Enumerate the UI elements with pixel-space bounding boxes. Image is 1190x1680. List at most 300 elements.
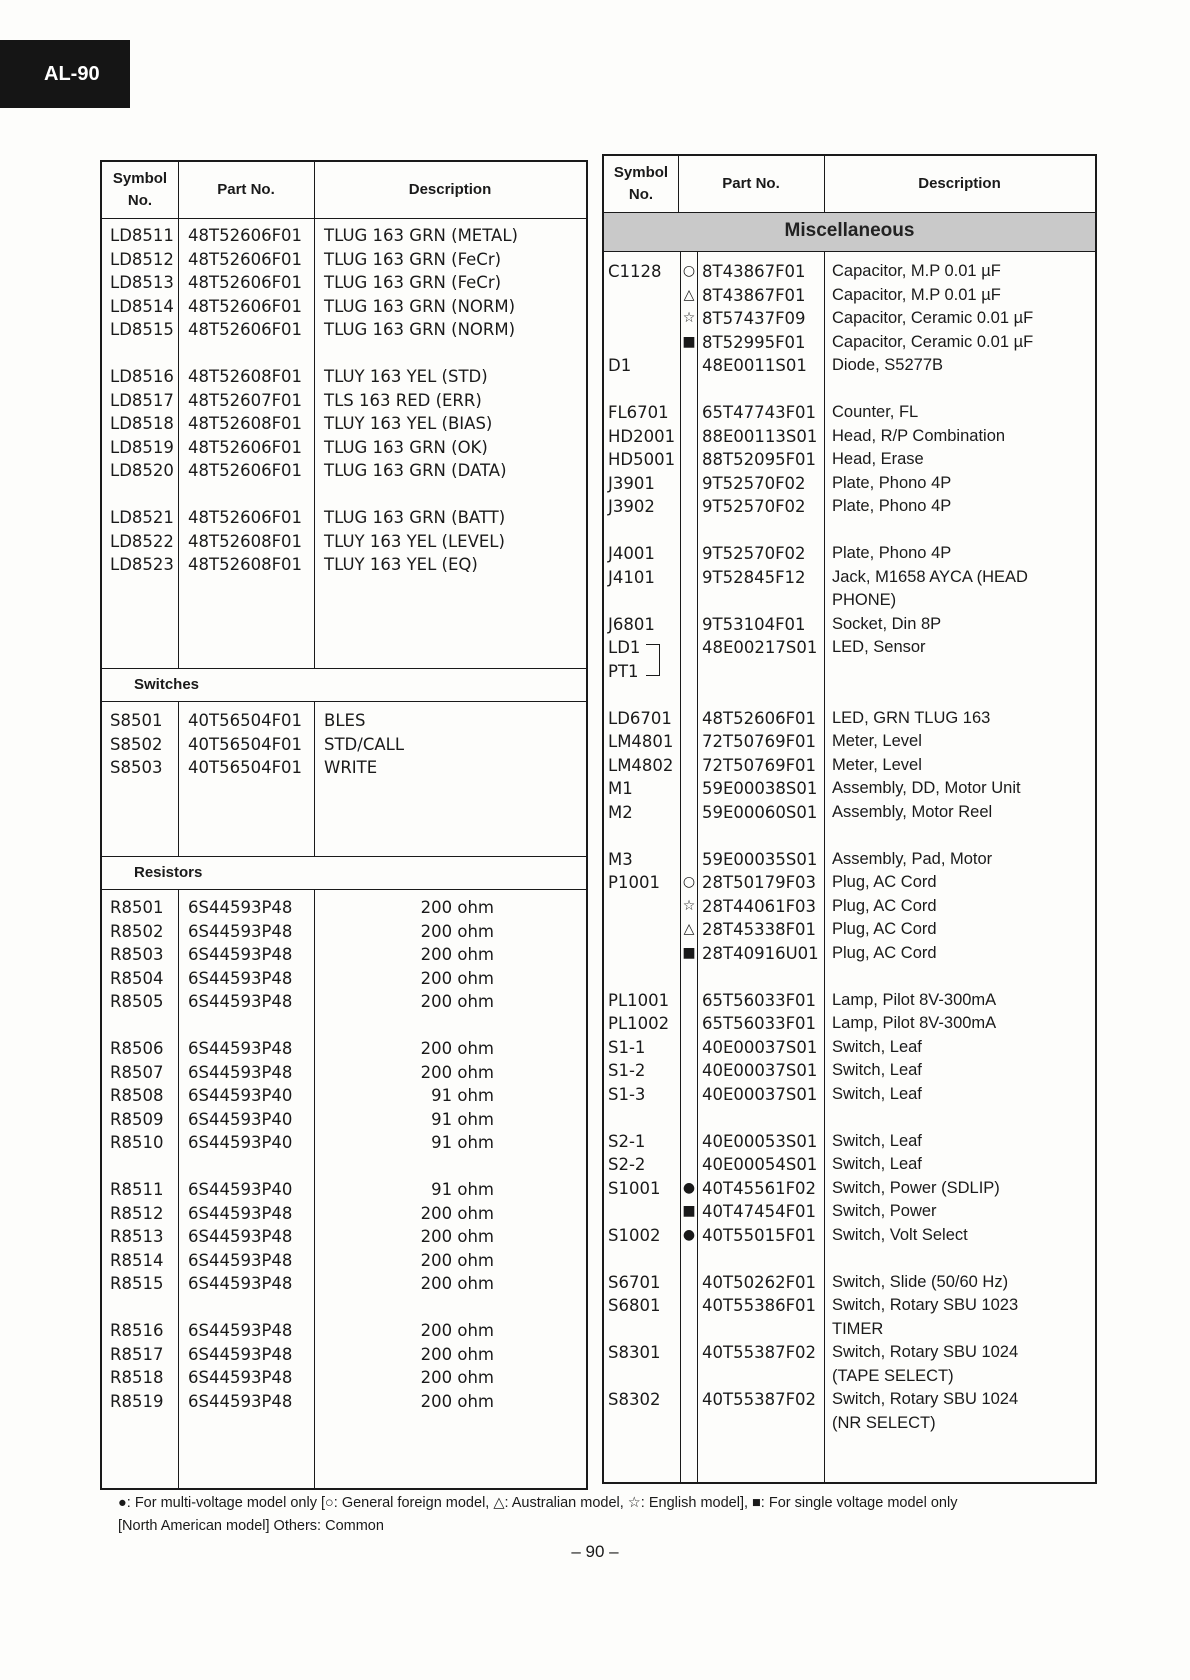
description-cell: STD/CALL — [324, 734, 405, 754]
symbol-cell: LD8521 — [110, 508, 174, 527]
description-cell: LED, Sensor — [832, 638, 926, 656]
description-cell: TLS 163 RED (ERR) — [324, 390, 482, 410]
description-cell: Lamp, Pilot 8V-300mA — [832, 1014, 997, 1032]
spacer-row — [604, 965, 1095, 989]
symbol-cell: LD8517 — [110, 390, 174, 410]
table-row — [102, 1249, 586, 1273]
miscellaneous-rows — [604, 260, 1095, 1435]
table-row — [604, 1153, 1095, 1177]
symbol-cell: D1 — [608, 356, 632, 375]
description-cell: TLUG 163 GRN (NORM) — [324, 296, 516, 316]
table-row — [604, 1200, 1095, 1224]
table-row — [102, 1390, 586, 1414]
spacer-row — [604, 378, 1095, 402]
part-number-cell: 28T50179F03 — [702, 873, 817, 892]
right-parts-table — [602, 154, 1097, 1484]
description-cell: Switch, Rotary SBU 1023 — [832, 1296, 1019, 1314]
table-row — [604, 754, 1095, 778]
description-cell: Assembly, Motor Reel — [832, 802, 993, 821]
table-row — [102, 1272, 586, 1296]
table-row — [102, 1319, 586, 1343]
description-cell: PHONE) — [832, 591, 897, 609]
symbol-cell: R8509 — [110, 1109, 164, 1129]
table-row — [604, 1318, 1095, 1342]
table-row — [604, 1177, 1095, 1201]
table-row — [604, 307, 1095, 331]
table-row — [102, 756, 586, 780]
description-cell: TLUG 163 GRN (FeCr) — [324, 273, 502, 292]
symbol-cell: LD8515 — [110, 320, 174, 339]
table-row — [604, 707, 1095, 731]
description-cell: 200 ohm — [420, 1368, 494, 1387]
symbol-cell: J3902 — [608, 497, 655, 516]
table-row — [604, 1059, 1095, 1083]
symbol-cell: R8503 — [110, 945, 164, 964]
model-tab: AL-90 — [0, 40, 130, 108]
table-row — [604, 1271, 1095, 1295]
description-cell: 200 ohm — [420, 1039, 494, 1058]
symbol-cell: LD8520 — [110, 461, 174, 480]
led-rows — [102, 224, 586, 577]
table-row — [102, 318, 586, 342]
symbol-cell: S1-1 — [608, 1037, 646, 1057]
description-cell: 200 ohm — [420, 1274, 494, 1293]
table-row — [102, 1037, 586, 1061]
table-row — [604, 401, 1095, 425]
description-cell: TLUG 163 GRN (DATA) — [324, 461, 507, 480]
model-mark-cell: ■ — [682, 333, 696, 350]
symbol-cell: J6801 — [608, 614, 655, 634]
part-number-cell: 48T52606F01 — [188, 320, 303, 339]
table-row — [102, 896, 586, 920]
symbol-cell: LM4801 — [608, 732, 674, 751]
section-title-resistors: Resistors — [102, 856, 586, 890]
part-number-cell: 6S44593P48 — [188, 1062, 293, 1082]
description-cell: 91 ohm — [431, 1180, 494, 1199]
part-number-cell: 40T56504F01 — [188, 734, 303, 754]
part-number-cell: 6S44593P48 — [188, 1250, 293, 1270]
symbol-cell: S8502 — [110, 734, 163, 754]
symbol-cell: S1-3 — [608, 1084, 646, 1104]
table-row — [102, 506, 586, 530]
part-number-cell: 6S44593P40 — [188, 1109, 293, 1129]
part-number-cell: 48T52608F01 — [188, 367, 303, 386]
description-cell: 200 ohm — [420, 898, 494, 917]
part-number-cell: 6S44593P48 — [188, 992, 293, 1011]
part-number-cell: 6S44593P48 — [188, 1321, 293, 1340]
model-mark-cell: ○ — [682, 263, 696, 279]
table-row — [604, 1130, 1095, 1154]
table-row — [102, 1108, 586, 1132]
table-row — [604, 1365, 1095, 1389]
symbol-cell: M2 — [608, 802, 633, 822]
model-mark-cell: △ — [683, 286, 695, 303]
table-row — [102, 248, 586, 272]
symbol-cell: S8501 — [110, 711, 163, 730]
description-cell: TLUG 163 GRN (BATT) — [324, 508, 506, 527]
symbol-cell: J4001 — [608, 544, 655, 563]
part-number-cell: 6S44593P40 — [188, 1086, 293, 1105]
description-cell: 200 ohm — [420, 968, 494, 988]
part-number-cell: 48T52606F01 — [188, 461, 303, 480]
part-number-cell: 65T56033F01 — [702, 990, 817, 1010]
description-cell: TIMER — [832, 1319, 884, 1338]
table-row — [604, 566, 1095, 590]
symbol-cell: S2-1 — [608, 1131, 646, 1151]
description-cell: TLUG 163 GRN (METAL) — [324, 226, 518, 245]
symbol-cell: S1-2 — [608, 1061, 646, 1080]
part-number-cell: 48T52606F01 — [188, 273, 303, 292]
switch-rows — [102, 709, 586, 780]
column-header-description: Description — [408, 181, 492, 198]
table-row — [102, 271, 586, 295]
part-number-cell: 6S44593P48 — [188, 1227, 293, 1246]
description-cell: Capacitor, M.P 0.01 µF — [832, 285, 1001, 304]
table-row — [604, 942, 1095, 966]
description-cell: TLUY 163 YEL (EQ) — [324, 555, 478, 574]
symbol-cell: LD8523 — [110, 555, 174, 574]
description-cell: 200 ohm — [420, 1062, 494, 1082]
symbol-cell: R8516 — [110, 1321, 164, 1340]
symbol-cell: S6801 — [608, 1296, 661, 1315]
table-row — [604, 613, 1095, 637]
description-cell: TLUG 163 GRN (NORM) — [324, 320, 516, 339]
symbol-cell: LM4802 — [608, 755, 674, 775]
symbol-cell: R8518 — [110, 1368, 164, 1387]
part-number-cell: 8T43867F01 — [702, 262, 806, 281]
table-row — [102, 1225, 586, 1249]
symbol-cell: LD8513 — [110, 273, 174, 292]
spacer-row — [102, 1155, 586, 1179]
table-row — [102, 1366, 586, 1390]
table-row — [102, 1202, 586, 1226]
description-cell: TLUG 163 GRN (FeCr) — [324, 249, 502, 269]
part-number-cell: 59E00038S01 — [702, 779, 818, 798]
table-row — [102, 389, 586, 413]
table-row — [604, 871, 1095, 895]
symbol-cell: S1002 — [608, 1225, 661, 1245]
table-row — [604, 895, 1095, 919]
description-cell: 91 ohm — [431, 1086, 494, 1105]
symbol-cell: R8511 — [110, 1180, 164, 1199]
symbol-cell: LD8518 — [110, 414, 174, 433]
description-cell: Switch, Rotary SBU 1024 — [832, 1390, 1019, 1408]
table-row — [604, 354, 1095, 378]
symbol-cell: R8519 — [110, 1391, 164, 1411]
description-cell: Plate, Phono 4P — [832, 544, 952, 562]
part-number-cell: 40T55387F02 — [702, 1390, 817, 1409]
table-row — [604, 1012, 1095, 1036]
table-row — [604, 1388, 1095, 1412]
description-cell: 200 ohm — [420, 992, 494, 1011]
description-cell: Lamp, Pilot 8V-300mA — [832, 990, 997, 1009]
description-cell: (TAPE SELECT) — [832, 1366, 954, 1385]
symbol-cell: S8301 — [608, 1343, 661, 1362]
symbol-cell: R8501 — [110, 898, 164, 917]
description-cell: BLES — [324, 711, 366, 730]
part-number-cell: 6S44593P48 — [188, 1368, 293, 1387]
spacer-row — [102, 1296, 586, 1320]
description-cell: 200 ohm — [420, 1227, 494, 1246]
table-row — [604, 918, 1095, 942]
model-mark-cell: ■ — [682, 944, 696, 961]
description-cell: Switch, Rotary SBU 1024 — [832, 1343, 1019, 1361]
left-parts-table — [100, 160, 588, 1490]
description-cell: 200 ohm — [420, 1321, 494, 1340]
table-row — [102, 990, 586, 1014]
column-header-symbol: Symbol No. — [613, 164, 669, 203]
part-number-cell: 48T52606F01 — [188, 296, 303, 316]
description-cell: Plate, Phono 4P — [832, 473, 952, 492]
table-row — [102, 1061, 586, 1085]
description-cell: Switch, Leaf — [832, 1155, 922, 1173]
description-cell: Plug, AC Cord — [832, 896, 937, 915]
description-cell: 91 ohm — [431, 1133, 494, 1152]
part-number-cell: 6S44593P40 — [188, 1180, 293, 1199]
part-number-cell: 9T52570F02 — [702, 473, 806, 493]
table-row — [604, 284, 1095, 308]
table-row — [604, 1412, 1095, 1436]
part-number-cell: 6S44593P48 — [188, 1039, 293, 1058]
part-number-cell: 88T52095F01 — [702, 450, 817, 469]
description-cell: Socket, Din 8P — [832, 614, 942, 633]
description-cell: Plug, AC Cord — [832, 920, 937, 938]
symbol-cell: LD8514 — [110, 296, 174, 316]
table-row — [604, 589, 1095, 613]
symbol-cell: HD5001 — [608, 450, 676, 469]
table-row — [102, 365, 586, 389]
part-number-cell: 72T50769F01 — [702, 755, 817, 775]
table-row — [604, 848, 1095, 872]
description-cell: Plug, AC Cord — [832, 943, 937, 962]
table-row — [604, 777, 1095, 801]
table-row — [604, 1341, 1095, 1365]
spacer-row — [604, 1247, 1095, 1271]
description-cell: 200 ohm — [420, 1203, 494, 1223]
part-number-cell: 40T55386F01 — [702, 1296, 817, 1315]
footnote-line-1: ●: For multi-voltage model only [○: General foreign model, △: Australian model, ☆: English model], ■: For single voltage model only — [118, 1495, 958, 1511]
spacer-row — [102, 483, 586, 507]
spacer-row — [604, 683, 1095, 707]
symbol-cell: S8302 — [608, 1390, 661, 1409]
part-number-cell: 40T55015F01 — [702, 1225, 817, 1245]
part-number-cell: 40E00037S01 — [702, 1061, 818, 1080]
part-number-cell: 65T47743F01 — [702, 403, 817, 422]
symbol-cell: R8505 — [110, 992, 164, 1011]
symbol-cell: PL1001 — [608, 990, 670, 1010]
part-number-cell: 40E00053S01 — [702, 1131, 818, 1151]
part-number-cell: 6S44593P48 — [188, 898, 293, 917]
ld1-pt1-bracket — [646, 644, 660, 676]
part-number-cell: 9T52570F02 — [702, 544, 806, 563]
symbol-cell: LD8516 — [110, 367, 174, 386]
part-number-cell: 9T52570F02 — [702, 497, 806, 516]
spacer-row — [604, 1106, 1095, 1130]
part-number-cell: 6S44593P48 — [188, 968, 293, 988]
model-mark-cell: △ — [683, 921, 695, 937]
symbol-cell: LD8522 — [110, 531, 174, 551]
description-cell: Capacitor, M.P 0.01 µF — [832, 262, 1001, 280]
part-number-cell: 48T52606F01 — [188, 437, 303, 457]
column-header-part: Part No. — [722, 175, 780, 192]
part-number-cell: 59E00035S01 — [702, 849, 818, 869]
spacer-row — [102, 1014, 586, 1038]
symbol-cell: LD6701 — [608, 708, 672, 728]
part-number-cell: 9T53104F01 — [702, 614, 806, 634]
section-title-miscellaneous: Miscellaneous — [604, 212, 1095, 252]
part-number-cell: 48T52608F01 — [188, 555, 303, 574]
symbol-cell: R8510 — [110, 1133, 164, 1152]
table-row — [102, 1343, 586, 1367]
part-number-cell: 65T56033F01 — [702, 1014, 817, 1033]
table-row — [604, 1224, 1095, 1248]
description-cell: 200 ohm — [420, 921, 494, 941]
description-cell: Diode, S5277B — [832, 356, 943, 374]
symbol-cell: R8514 — [110, 1250, 164, 1270]
part-number-cell: 72T50769F01 — [702, 732, 817, 751]
symbol-cell: R8508 — [110, 1086, 164, 1105]
symbol-cell: R8515 — [110, 1274, 164, 1293]
part-number-cell: 48T52606F01 — [188, 226, 303, 245]
description-cell: Plug, AC Cord — [832, 873, 937, 891]
symbol-cell: P1001 — [608, 873, 660, 892]
part-number-cell: 8T52995F01 — [702, 332, 806, 352]
description-cell: Switch, Leaf — [832, 1061, 922, 1079]
description-cell: Switch, Power — [832, 1202, 937, 1220]
part-number-cell: 8T43867F01 — [702, 285, 806, 305]
symbol-cell: R8507 — [110, 1062, 164, 1082]
model-mark-cell: ● — [682, 1226, 696, 1243]
description-cell: TLUY 163 YEL (LEVEL) — [324, 531, 505, 551]
part-number-cell: 48T52606F01 — [702, 708, 817, 728]
description-cell: 91 ohm — [431, 1109, 494, 1129]
symbol-cell: R8513 — [110, 1227, 164, 1246]
table-row — [102, 1131, 586, 1155]
part-number-cell: 9T52845F12 — [702, 567, 806, 587]
part-number-cell: 6S44593P48 — [188, 1391, 293, 1411]
part-number-cell: 40T45561F02 — [702, 1178, 817, 1198]
spacer-row — [604, 519, 1095, 543]
table-row — [604, 1036, 1095, 1060]
symbol-cell: S8503 — [110, 758, 163, 777]
symbol-cell: LD1 — [608, 638, 641, 657]
part-number-cell: 6S44593P40 — [188, 1133, 293, 1152]
spacer-row — [102, 342, 586, 366]
description-cell: TLUG 163 GRN (OK) — [324, 437, 488, 457]
symbol-cell: R8512 — [110, 1203, 164, 1223]
description-cell: Switch, Slide (50/60 Hz) — [832, 1272, 1009, 1291]
part-number-cell: 40T56504F01 — [188, 711, 303, 730]
table-row — [604, 1294, 1095, 1318]
description-cell: Meter, Level — [832, 732, 922, 750]
column-header-part: Part No. — [217, 181, 275, 198]
table-row — [102, 224, 586, 248]
symbol-cell: R8502 — [110, 921, 164, 941]
table-row — [604, 260, 1095, 284]
table-row — [102, 709, 586, 733]
description-cell: Head, R/P Combination — [832, 426, 1006, 445]
table-row — [604, 472, 1095, 496]
table-row — [102, 733, 586, 757]
table-row — [604, 636, 1095, 660]
description-cell: Capacitor, Ceramic 0.01 µF — [832, 309, 1034, 327]
table-row — [604, 448, 1095, 472]
description-cell: (NR SELECT) — [832, 1413, 936, 1432]
symbol-cell: S2-2 — [608, 1155, 646, 1174]
symbol-cell: S6701 — [608, 1272, 661, 1292]
symbol-cell: M3 — [608, 849, 633, 869]
model-mark-cell: ☆ — [682, 310, 696, 326]
part-number-cell: 6S44593P48 — [188, 1203, 293, 1223]
table-row — [102, 943, 586, 967]
page-number: – 90 – — [571, 1542, 619, 1561]
description-cell: 200 ohm — [420, 1250, 494, 1270]
symbol-cell: HD2001 — [608, 426, 676, 446]
table-row — [102, 1084, 586, 1108]
footnote-line-2: [North American model] Others: Common — [118, 1518, 384, 1534]
description-cell: 200 ohm — [420, 945, 494, 964]
table-row — [604, 801, 1095, 825]
table-row — [604, 542, 1095, 566]
part-number-cell: 8T57437F09 — [702, 309, 806, 328]
description-cell: Switch, Leaf — [832, 1131, 922, 1150]
symbol-cell: FL6701 — [608, 403, 669, 422]
table-row — [604, 989, 1095, 1013]
table-row — [604, 331, 1095, 355]
description-cell: TLUY 163 YEL (STD) — [324, 367, 488, 386]
symbol-cell: J4101 — [608, 567, 655, 587]
model-mark-cell: ■ — [682, 1203, 696, 1219]
description-cell: Counter, FL — [832, 403, 919, 421]
symbol-cell: PL1002 — [608, 1014, 670, 1033]
table-row — [604, 495, 1095, 519]
part-number-cell: 48E0011S01 — [702, 356, 807, 375]
symbol-cell: LD8511 — [110, 226, 174, 245]
symbol-cell: R8504 — [110, 968, 164, 988]
model-mark-cell: ☆ — [682, 897, 696, 914]
symbol-cell: LD8512 — [110, 249, 174, 269]
description-cell: Jack, M1658 AYCA (HEAD — [832, 567, 1028, 586]
part-number-cell: 48T52608F01 — [188, 414, 303, 433]
table-row — [102, 295, 586, 319]
part-number-cell: 6S44593P48 — [188, 1344, 293, 1364]
resistor-rows — [102, 896, 586, 1413]
part-number-cell: 40E00037S01 — [702, 1084, 818, 1104]
model-mark-cell: ○ — [682, 874, 696, 890]
part-number-cell: 28T40916U01 — [702, 943, 819, 963]
part-number-cell: 40T50262F01 — [702, 1272, 817, 1292]
column-header-symbol: Symbol No. — [112, 170, 168, 209]
description-cell: Switch, Power (SDLIP) — [832, 1178, 1000, 1197]
symbol-cell: LD8519 — [110, 437, 174, 457]
column-header-description: Description — [918, 175, 1001, 192]
table-row — [604, 730, 1095, 754]
description-cell: Meter, Level — [832, 755, 922, 774]
symbol-cell: R8506 — [110, 1039, 164, 1058]
part-number-cell: 28T44061F03 — [702, 896, 817, 916]
symbol-cell: S1001 — [608, 1178, 661, 1198]
description-cell: WRITE — [324, 758, 378, 777]
description-cell: Switch, Leaf — [832, 1084, 922, 1103]
table-row — [102, 530, 586, 554]
symbol-cell: R8517 — [110, 1344, 164, 1364]
part-number-cell: 6S44593P48 — [188, 945, 293, 964]
part-number-cell: 40E00054S01 — [702, 1155, 818, 1174]
section-title-switches: Switches — [102, 668, 586, 702]
model-mark-cell: ● — [682, 1179, 696, 1196]
part-number-cell: 48T52608F01 — [188, 531, 303, 551]
description-cell: Capacitor, Ceramic 0.01 µF — [832, 332, 1034, 351]
